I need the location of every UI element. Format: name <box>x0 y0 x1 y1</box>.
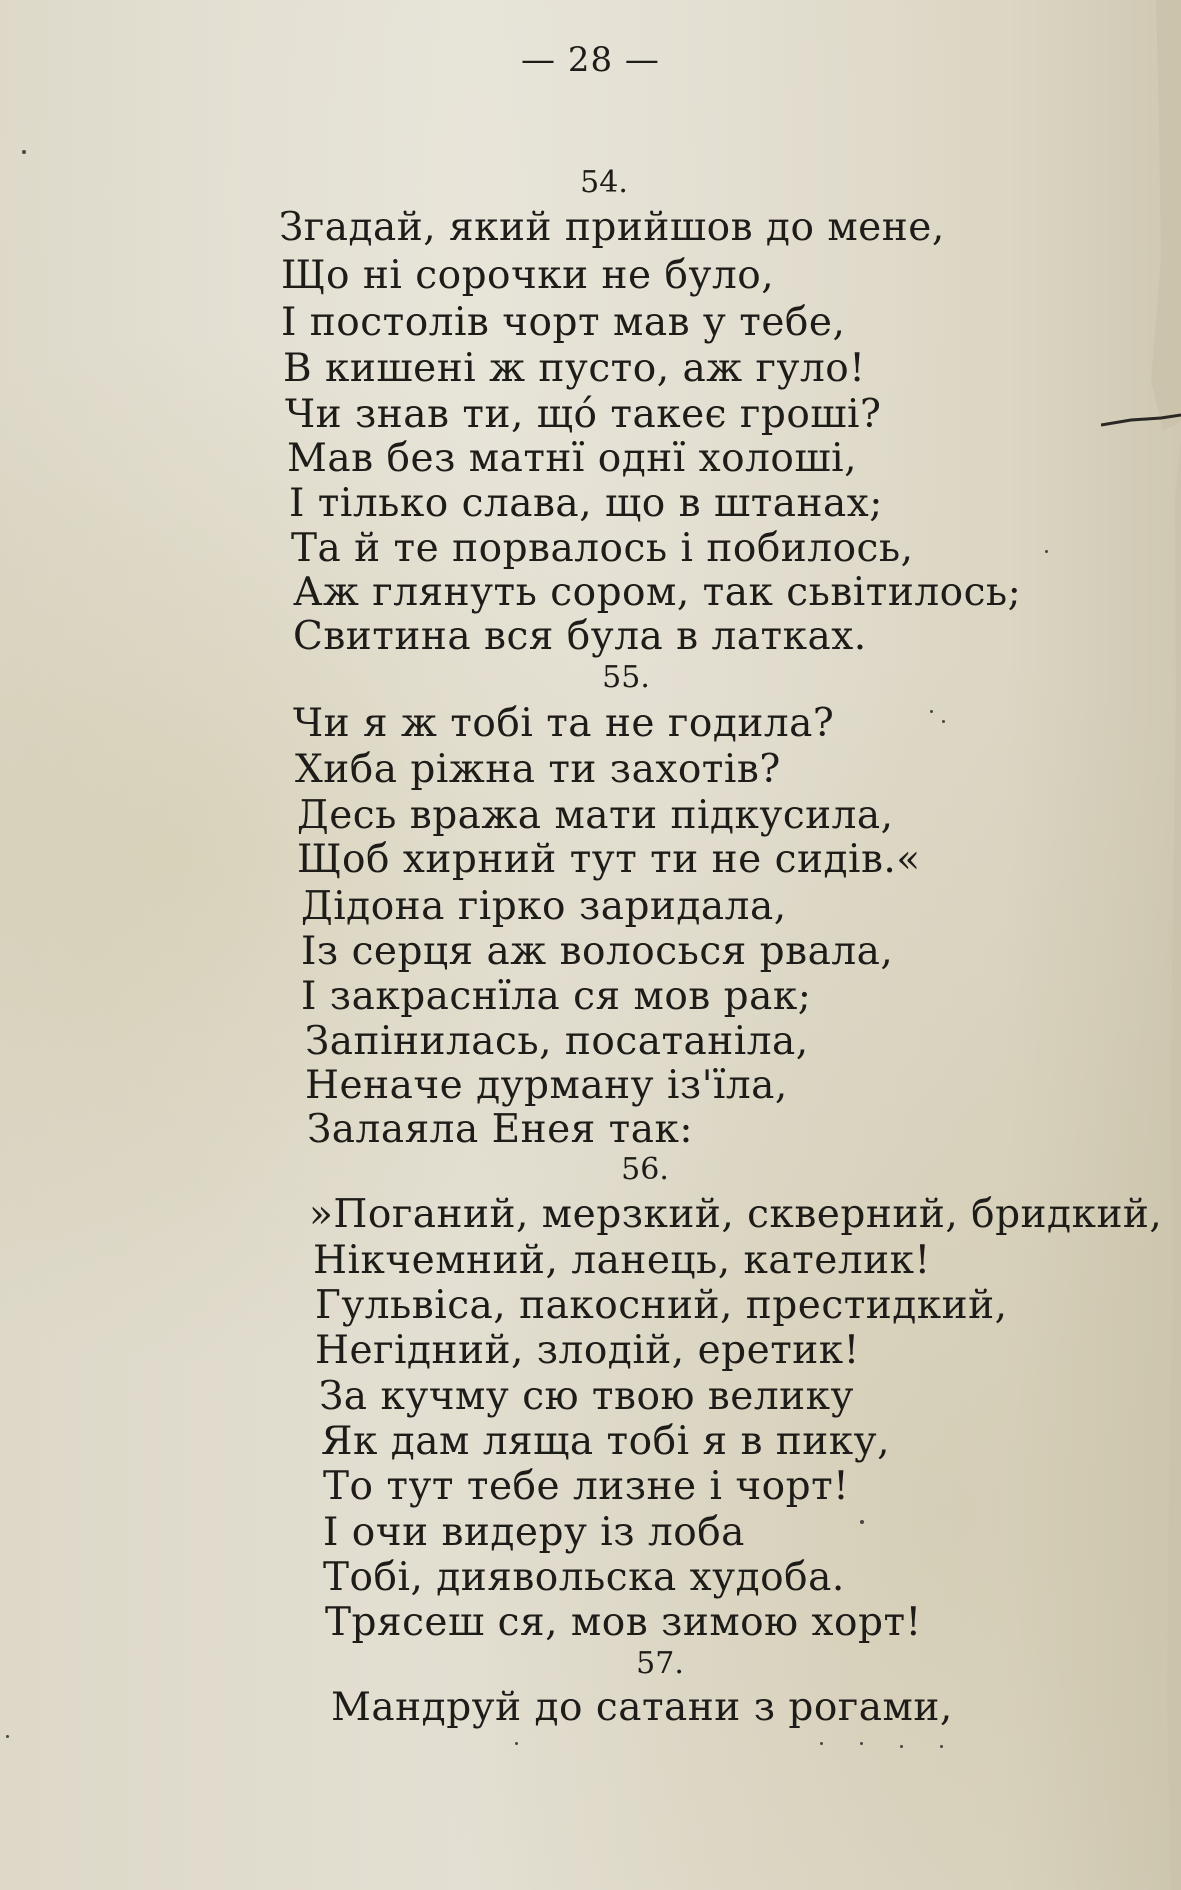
paper-speck <box>940 1745 943 1748</box>
stanza-number-56: 56. <box>621 1152 669 1187</box>
torn-page-edge <box>1101 0 1181 1890</box>
paper-speck <box>22 150 26 154</box>
verse-line: І очи видеру із лоба <box>323 1510 745 1555</box>
verse-line: Трясеш ся, мов зимою хорт! <box>325 1600 922 1645</box>
verse-line: Дідона гірко заридала, <box>301 884 787 929</box>
page-number: — 28 — <box>521 40 660 80</box>
verse-line: Та й те порвалось і побилось, <box>291 526 914 571</box>
verse-line: Тобі, диявольска худоба. <box>323 1555 845 1600</box>
verse-line: Мав без матнї однї холоші, <box>287 436 858 481</box>
verse-line: Мандруй до сатани з рогами, <box>331 1685 953 1730</box>
verse-line: Запінилась, посатаніла, <box>305 1019 809 1064</box>
paper-speck <box>515 1742 518 1745</box>
paper-speck <box>930 710 933 713</box>
paper-speck <box>860 1520 864 1524</box>
paper-speck <box>900 1745 903 1748</box>
paper-speck <box>1045 550 1048 553</box>
verse-line: Гульвіса, пакосний, престидкий, <box>315 1283 1008 1328</box>
verse-line: Згадай, який прийшов до мене, <box>279 205 945 250</box>
verse-line: Як дам ляща тобі я в пику, <box>321 1419 891 1464</box>
paper-speck <box>6 1735 9 1738</box>
verse-line: Свитина вся була в латках. <box>293 614 867 659</box>
verse-line: І закраснїла ся мов рак; <box>301 974 812 1019</box>
verse-line: Що ні сорочки не було, <box>281 253 775 298</box>
verse-line: За кучму сю твою велику <box>319 1374 854 1419</box>
verse-line: Чи я ж тобі та не годила? <box>293 701 835 746</box>
verse-line: І тілько слава, що в штанах; <box>289 481 883 526</box>
verse-line: Щоб хирний тут ти не сидів.« <box>297 837 921 882</box>
verse-line: Десь вража мати підкусила, <box>297 793 894 838</box>
paper-speck <box>820 1742 823 1745</box>
paper-speck <box>942 720 945 723</box>
stanza-number-54: 54. <box>580 165 628 200</box>
verse-line: Чи знав ти, щó такеє гроші? <box>285 392 882 437</box>
verse-line: Нікчемний, ланець, кателик! <box>313 1238 931 1283</box>
verse-line: І постолів чорт мав у тебе, <box>281 300 846 345</box>
verse-line: То тут тебе лизне і чорт! <box>323 1464 850 1509</box>
verse-line: Неначе дурману із'їла, <box>305 1063 788 1108</box>
stanza-number-57: 57. <box>636 1646 684 1681</box>
verse-line: В кишені ж пусто, аж гуло! <box>283 346 866 391</box>
verse-line: »Поганий, мерзкий, скверний, бридкий, <box>309 1192 1163 1237</box>
verse-line: Із серця аж волосься рвала, <box>301 929 894 974</box>
verse-line: Залаяла Енея так: <box>307 1107 693 1152</box>
stanza-number-55: 55. <box>602 660 650 695</box>
verse-line: Негідний, злодій, еретик! <box>315 1328 860 1373</box>
verse-line: Аж глянуть сором, так сьвітилось; <box>293 570 1022 615</box>
paper-speck <box>860 1742 863 1745</box>
verse-line: Хиба ріжна ти захотів? <box>295 747 781 792</box>
